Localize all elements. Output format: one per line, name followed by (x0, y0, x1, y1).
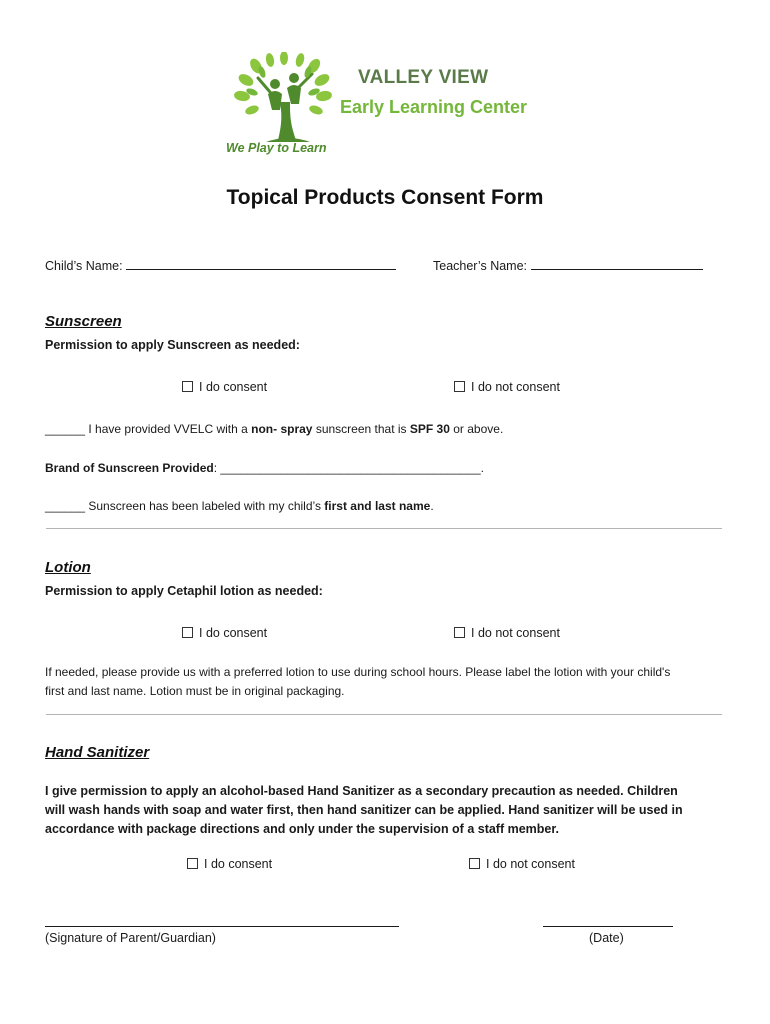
sanitizer-no-consent-label: I do not consent (486, 857, 575, 871)
sunscreen-brand-line[interactable] (45, 460, 484, 476)
sunscreen-labeled-text: ______ Sunscreen has been labeled with my child’s (45, 499, 325, 513)
date-field[interactable] (543, 926, 673, 927)
sunscreen-heading: Sunscreen (45, 313, 122, 330)
sunscreen-consent-checkbox[interactable] (182, 381, 193, 392)
lotion-consent-label: I do consent (199, 626, 268, 640)
sunscreen-brand-field[interactable]: : _______________________________________. (213, 461, 484, 475)
sunscreen-labeled-text-end: . (430, 499, 434, 513)
sunscreen-provided-text: ______ I have provided VVELC with a (45, 422, 252, 436)
lotion-heading: Lotion (45, 559, 91, 576)
brand-tagline: We Play to Learn (226, 141, 327, 155)
parent-signature-caption: (Signature of Parent/Guardian) (45, 931, 216, 945)
lotion-instructions-line: first and last name. Lotion must be in original packaging. (45, 684, 345, 698)
brand-subtitle: Early Learning Center (340, 97, 528, 117)
child-name-label: Child’s Name: (45, 259, 123, 273)
paragraph-line: will wash hands with soap and water first, then hand sanitizer can be applied. Hand sanitizer will be used in (45, 803, 683, 817)
sunscreen-consent-option[interactable] (182, 379, 267, 395)
lotion-consent-option[interactable] (182, 625, 267, 641)
sunscreen-no-consent-option[interactable] (454, 379, 560, 395)
sanitizer-consent-option[interactable] (187, 856, 272, 872)
lotion-no-consent-checkbox[interactable] (454, 627, 465, 638)
sanitizer-consent-label: I do consent (204, 857, 273, 871)
sunscreen-no-consent-label: I do not consent (471, 380, 560, 394)
lotion-no-consent-option[interactable] (454, 625, 560, 641)
paragraph-line: accordance with package directions and only under the supervision of a staff member. (45, 822, 560, 836)
section-divider (46, 714, 722, 715)
brand-name: VALLEY VIEW (358, 67, 489, 88)
teacher-name-row (433, 257, 703, 274)
hand-sanitizer-heading: Hand Sanitizer (45, 744, 150, 761)
child-name-row (45, 257, 396, 274)
sunscreen-provided-text-end: or above. (449, 422, 504, 436)
non-spray-emphasis: non- spray (251, 422, 313, 436)
sunscreen-provided-text-mid: sunscreen that is (312, 422, 410, 436)
sunscreen-no-consent-checkbox[interactable] (454, 381, 465, 392)
sunscreen-labeled-line[interactable] (45, 498, 434, 514)
sanitizer-no-consent-option[interactable] (469, 856, 575, 872)
lotion-consent-checkbox[interactable] (182, 627, 193, 638)
parent-signature-field[interactable] (45, 926, 399, 927)
teacher-name-label: Teacher’s Name: (433, 259, 528, 273)
sunscreen-provided-line[interactable] (45, 421, 503, 437)
sunscreen-brand-label: Brand of Sunscreen Provided (45, 461, 214, 475)
hand-sanitizer-permission-text (45, 782, 735, 839)
section-divider (46, 528, 722, 529)
child-name-field[interactable] (126, 257, 396, 270)
teacher-name-field[interactable] (531, 257, 703, 270)
lotion-no-consent-label: I do not consent (471, 626, 560, 640)
page-title: Topical Products Consent Form (226, 186, 544, 209)
lotion-instructions (45, 663, 735, 701)
spf-emphasis: SPF 30 (409, 422, 450, 436)
sanitizer-consent-checkbox[interactable] (187, 858, 198, 869)
paragraph-line: I give permission to apply an alcohol-based Hand Sanitizer as a secondary precaution as needed. Children (45, 784, 678, 798)
date-caption: (Date) (589, 931, 624, 945)
lotion-permission-text: Permission to apply Cetaphil lotion as needed: (45, 584, 323, 598)
sanitizer-no-consent-checkbox[interactable] (469, 858, 480, 869)
sunscreen-permission-text: Permission to apply Sunscreen as needed: (45, 338, 300, 352)
first-last-name-emphasis: first and last name (324, 499, 431, 513)
sunscreen-consent-label: I do consent (199, 380, 268, 394)
lotion-instructions-line: If needed, please provide us with a preferred lotion to use during school hours. Please label the lotion with your child's (45, 665, 671, 679)
